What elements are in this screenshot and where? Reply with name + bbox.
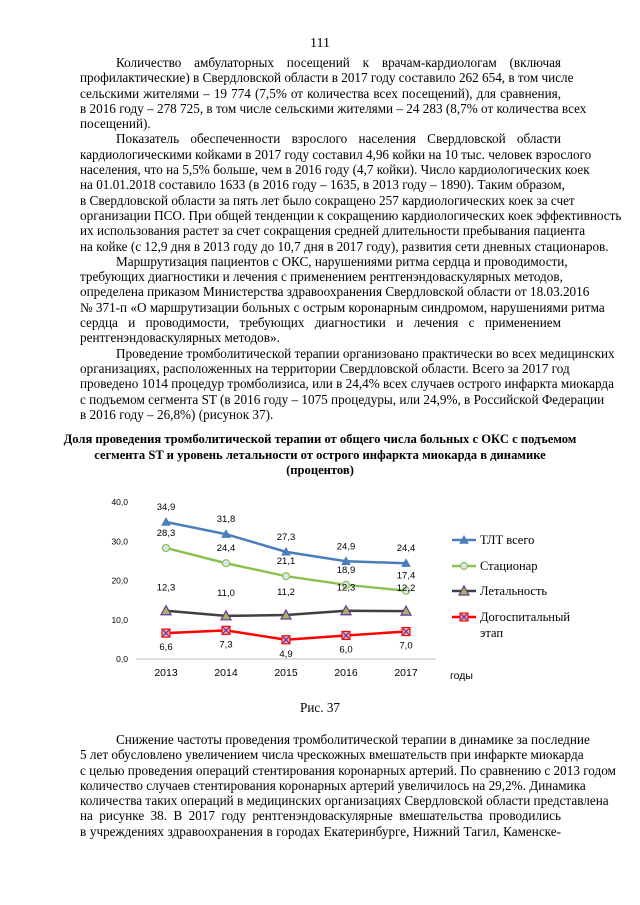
text-line: количество случаев стентирования коронарных артерий увеличилось на 29,2%. Динамика (80, 777, 586, 793)
text-line: кардиологическими койками в 2017 году составил 4,96 койки на 10 тыс. человек взрослого (80, 146, 592, 162)
text-line: Маршрутизация пациентов с ОКС, нарушениями ритма сердца и проводимости, (116, 253, 568, 269)
y-tick-label: 20,0 (111, 575, 128, 586)
text-line: на койке (с 12,9 дня в 2013 году до 10,7 дня в 2017 году), развития сети дневных стационаров. (80, 238, 609, 254)
text-line: в 2016 году – 26,8%) (рисунок 37). (80, 406, 274, 422)
y-tick-label: 40,0 (111, 497, 128, 507)
data-label: 4,9 (279, 648, 293, 660)
data-label: 12,3 (336, 582, 356, 594)
text-line: профилактические) в Свердловской области в 2017 году составило 262 654, в том числе (80, 70, 574, 86)
data-label: 24,4 (216, 543, 236, 555)
figure-caption: Рис. 37 (299, 700, 341, 715)
data-label: 24,4 (396, 543, 416, 555)
data-label: 11,2 (277, 587, 295, 599)
data-label: 24,9 (336, 541, 356, 553)
text-line: Проведение тромболитической терапии организовано практически во всех медицинских (116, 345, 615, 361)
text-line: проведено 1014 процедур тромболизиса, или в 24,4% всех случаев острого инфаркта миокарда (80, 376, 614, 392)
legend-label: Стационар (480, 559, 538, 573)
y-tick-label: 0,0 (116, 654, 128, 664)
x-axis-label: годы (450, 670, 473, 682)
data-label: 6,6 (159, 642, 173, 654)
text-line: 5 лет обусловлено увеличением числа чрескожных вмешательств при инфаркте миокарда (80, 747, 584, 763)
data-label: 12,2 (396, 583, 416, 595)
y-tick-label: 10,0 (111, 614, 128, 625)
text-line: на 01.01.2018 составило 1633 (в 2016 году – 1635, в 2013 году – 1890). Таким образом, (80, 177, 565, 193)
legend-label: Догоспитальный (480, 610, 571, 624)
data-label: 11,0 (217, 587, 235, 599)
text-line: определена приказом Министерства здравоохранения Свердловской области от 18.03.2016 (80, 284, 590, 300)
circle-marker (163, 544, 170, 551)
data-label: 7,0 (399, 640, 413, 652)
legend-label: Летальность (480, 584, 548, 598)
circle-marker (461, 563, 468, 570)
data-label: 17,4 (396, 570, 416, 582)
data-label: 7,3 (219, 639, 233, 651)
data-label: 28,3 (156, 527, 176, 539)
data-label: 27,3 (276, 531, 296, 543)
text-line: с целью проведения операций стентирования коронарных артерий. По сравнению с 2013 годом (80, 762, 616, 778)
circle-marker (283, 573, 290, 580)
data-label: 34,9 (156, 502, 176, 514)
chart-title-line: (процентов) (286, 463, 354, 477)
text-line: сельскими жителями – 19 774 (7,5% от количества всех посещений), для сравнения, (80, 85, 561, 101)
data-label: 6,0 (339, 644, 353, 656)
text-line: Количество амбулаторных посещений к врачам-кардиологам (включая (116, 55, 561, 70)
data-label: 31,8 (216, 514, 236, 526)
chart-title-line: сегмента ST и уровень летальности от острого инфаркта миокарда в динамике (94, 447, 546, 462)
x-tick-label: 2013 (154, 667, 178, 679)
text-line: Снижение частоты проведения тромболитической терапии в динамике за последние (116, 732, 590, 747)
text-line: организации ПСО. При общей тенденции к сокращению кардиологических коек эффективность (80, 207, 622, 223)
legend-label: этап (480, 626, 504, 640)
x-tick-label: 2014 (214, 667, 238, 679)
text-line: их использования растет за счет сокращения средней длительности пребывания пациента (80, 223, 586, 239)
text-line: № 371-п «О маршрутизации больных с острым коронарным синдромом, нарушениями ритма (80, 299, 605, 315)
data-label: 18,9 (336, 564, 356, 576)
text-line: требующих диагностики и лечения с применением рентгенэндоваскулярных методов, (80, 269, 563, 285)
y-tick-label: 30,0 (111, 536, 128, 547)
text-line: в 2016 году – 278 725, в том числе сельскими жителями – 24 283 (8,7% от количества всех (80, 100, 587, 116)
legend-label: ТЛТ всего (480, 533, 535, 547)
x-tick-label: 2017 (394, 667, 418, 679)
text-line: сердца и проводимости, требующих диагностики и лечения с применением (80, 315, 561, 331)
text-line: с подъемом сегмента ST (в 2016 году – 1075 процедуры, или 24,9%, в Российской Федерации (80, 391, 605, 407)
text-line: посещений). (80, 116, 151, 132)
line-chart (0, 480, 640, 690)
text-line: на рисунке 38. В 2017 году рентгенэндоваскулярные вмешательства проводились (80, 808, 561, 824)
text-line: населения, что на 5,5% больше, чем в 2016 году (4,7 койки). Число кардиологических коек (80, 162, 590, 178)
body-text-top (80, 55, 622, 422)
text-line: в учреждениях здравоохранения в городах Екатеринбурге, Нижний Тагил, Каменске- (80, 823, 561, 839)
text-line: организациях, расположенных на территории Свердловской области. Всего за 2017 год (80, 360, 570, 376)
data-label: 21,1 (276, 556, 296, 568)
x-tick-label: 2015 (274, 667, 298, 679)
page-number: 111 (310, 36, 330, 51)
text-line: рентгенэндоваскулярных методов». (80, 330, 280, 346)
text-line: в Свердловской области за пять лет было сокращено 257 кардиологических коек за счет (80, 192, 575, 208)
body-text-bottom (80, 732, 616, 839)
x-tick-label: 2016 (334, 667, 358, 679)
data-label: 12,3 (156, 582, 176, 594)
chart-title (60, 432, 580, 479)
circle-marker (223, 560, 230, 567)
chart-title-line: Доля проведения тромболитической терапии от общего числа больных с ОКС с подъемом (63, 432, 577, 446)
text-line: количества таких операций в медицинских организациях Свердловской области представлена (80, 793, 609, 809)
text-line: Показатель обеспеченности взрослого населения Свердловской области (116, 131, 561, 147)
